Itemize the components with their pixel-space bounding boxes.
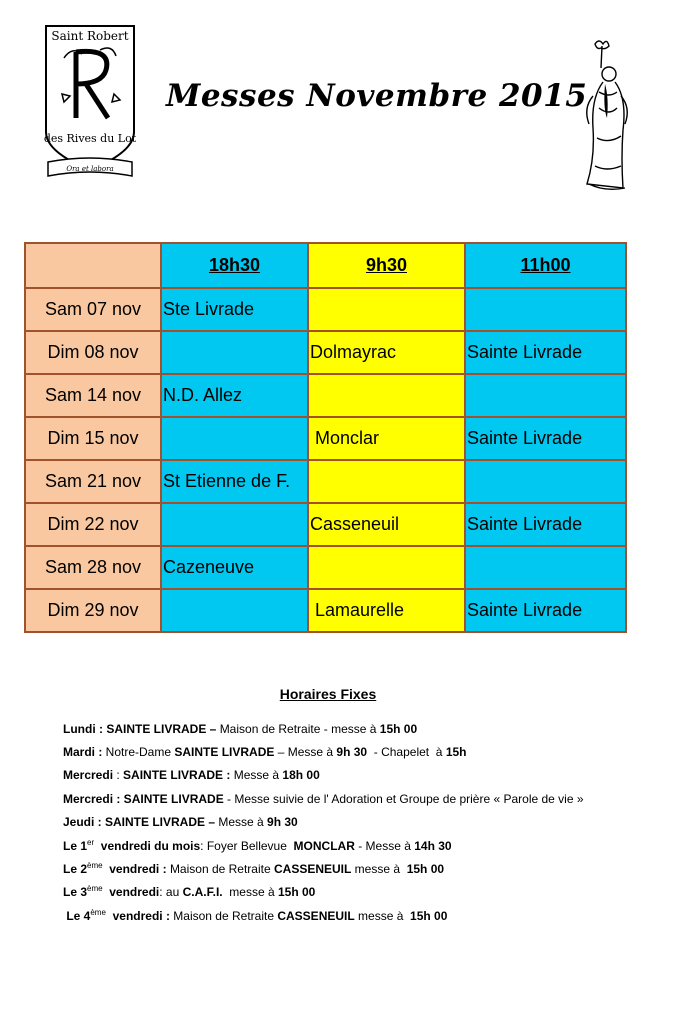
table-row: [25, 417, 626, 460]
cell-11h00: Sainte Livrade: [465, 503, 626, 546]
saint-illustration: [575, 38, 633, 194]
table-row: [25, 503, 626, 546]
cell-18h30: [161, 331, 308, 374]
page-title: Messes Novembre 2015: [166, 78, 588, 114]
cell-11h00: Sainte Livrade: [465, 589, 626, 632]
cell-11h00: [465, 460, 626, 503]
cell-9h30: [308, 546, 465, 589]
cell-18h30: St Etienne de F.: [161, 460, 308, 503]
cell-9h30: Dolmayrac: [308, 331, 465, 374]
date-cell: Dim 08 nov: [25, 331, 161, 374]
cell-18h30: N.D. Allez: [161, 374, 308, 417]
cell-11h00: [465, 374, 626, 417]
cell-9h30: [308, 374, 465, 417]
parish-crest-logo: [42, 24, 138, 184]
date-cell: Sam 14 nov: [25, 374, 161, 417]
date-cell: Sam 07 nov: [25, 288, 161, 331]
list-item: Mercredi : SAINTE LIVRADE : Messe à 18h 00: [63, 768, 320, 783]
date-cell: Sam 28 nov: [25, 546, 161, 589]
cell-18h30: Ste Livrade: [161, 288, 308, 331]
cell-9h30: Monclar: [308, 417, 465, 460]
date-cell: Dim 29 nov: [25, 589, 161, 632]
list-item: Le 2ème vendredi : Maison de Retraite CASSENEUIL messe à 15h 00: [63, 861, 445, 877]
cell-18h30: [161, 589, 308, 632]
cell-9h30: Lamaurelle: [308, 589, 465, 632]
cell-9h30: [308, 288, 465, 331]
cell-18h30: Cazeneuve: [161, 546, 308, 589]
list-item: Le 1er vendredi du mois: Foyer Bellevue MONCLAR - Messe à 14h 30: [63, 837, 452, 853]
table-row: [25, 460, 626, 503]
mass-schedule-table: [24, 242, 627, 633]
date-cell: Dim 22 nov: [25, 503, 161, 546]
table-row: [25, 331, 626, 374]
cell-18h30: [161, 417, 308, 460]
fixed-schedule-title: Horaires Fixes: [279, 686, 377, 702]
header-11h00: 11h00: [465, 243, 626, 288]
crest-top-text: Saint Robert: [51, 29, 129, 43]
fixed-schedule-list: [63, 722, 584, 931]
cell-11h00: Sainte Livrade: [465, 331, 626, 374]
list-item: Lundi : SAINTE LIVRADE – Maison de Retraite - messe à 15h 00: [63, 722, 418, 736]
date-cell: Sam 21 nov: [25, 460, 161, 503]
list-item: Jeudi : SAINTE LIVRADE – Messe à 9h 30: [63, 814, 298, 829]
header-empty-cell: [25, 243, 161, 288]
crest-motto: Ora et labora: [66, 165, 114, 173]
cell-18h30: [161, 503, 308, 546]
table-row: [25, 546, 626, 589]
list-item: Mercredi : SAINTE LIVRADE - Messe suivie de l' Adoration et Groupe de prière « Parole de vie »: [63, 791, 584, 806]
cell-9h30: [308, 460, 465, 503]
list-item: Le 3ème vendredi: au C.A.F.I. messe à 15h 00: [63, 884, 316, 900]
header-18h30: 18h30: [161, 243, 308, 288]
cell-11h00: [465, 288, 626, 331]
list-item: Mardi : Notre-Dame SAINTE LIVRADE – Messe à 9h 30 - Chapelet à 15h: [63, 745, 467, 760]
table-row: [25, 374, 626, 417]
cell-11h00: Sainte Livrade: [465, 417, 626, 460]
cell-9h30: Casseneuil: [308, 503, 465, 546]
table-header-row: [25, 243, 626, 288]
crest-bottom-text: des Rives du Lot: [43, 132, 137, 145]
header-9h30: 9h30: [308, 243, 465, 288]
cell-11h00: [465, 546, 626, 589]
list-item: Le 4ème vendredi : Maison de Retraite CASSENEUIL messe à 15h 00: [63, 907, 448, 923]
date-cell: Dim 15 nov: [25, 417, 161, 460]
table-row: [25, 288, 626, 331]
table-row: [25, 589, 626, 632]
